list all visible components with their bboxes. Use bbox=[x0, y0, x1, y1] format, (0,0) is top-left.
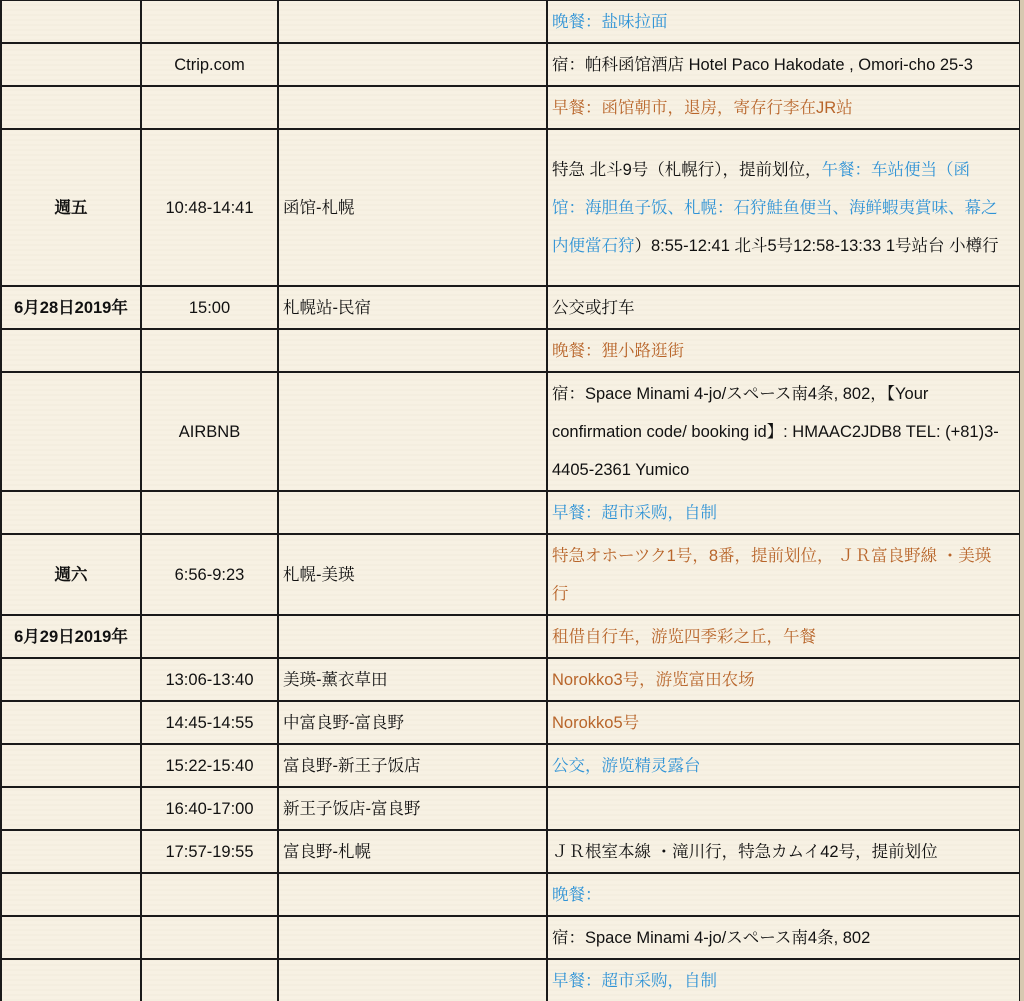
table-row bbox=[1, 744, 1020, 787]
route-cell bbox=[278, 959, 547, 1001]
table-row bbox=[1, 787, 1020, 830]
notes-cell bbox=[547, 491, 1020, 534]
route-cell bbox=[278, 329, 547, 372]
date-cell bbox=[1, 491, 141, 534]
route-cell: 札幌站-民宿 bbox=[278, 286, 547, 329]
time-cell: 17:57-19:55 bbox=[141, 830, 278, 873]
note-segment: 早餐：函馆朝市，退房，寄存行李在JR站 bbox=[552, 98, 853, 117]
table-row bbox=[1, 286, 1020, 329]
route-cell bbox=[278, 873, 547, 916]
table-row bbox=[1, 615, 1020, 658]
time-cell bbox=[141, 615, 278, 658]
date-cell: 6月29日2019年 bbox=[1, 615, 141, 658]
note-segment: Norokko3号，游览富田农场 bbox=[552, 670, 755, 689]
note-segment: 公交，游览精灵露台 bbox=[552, 756, 701, 775]
table-row bbox=[1, 372, 1020, 491]
note-segment: 租借自行车，游览四季彩之丘，午餐 bbox=[552, 627, 816, 646]
date-cell bbox=[1, 329, 141, 372]
time-cell bbox=[141, 916, 278, 959]
date-cell bbox=[1, 787, 141, 830]
route-cell bbox=[278, 86, 547, 129]
note-segment: 晚餐：狸小路逛街 bbox=[552, 341, 684, 360]
table-row bbox=[1, 0, 1020, 43]
time-cell bbox=[141, 491, 278, 534]
route-cell: 函馆-札幌 bbox=[278, 129, 547, 286]
notes-cell bbox=[547, 830, 1020, 873]
note-segment: 特急オホーツク1号，8番，提前划位， ＪＲ富良野線 ・美瑛行 bbox=[552, 546, 992, 603]
notes-cell bbox=[547, 959, 1020, 1001]
route-cell bbox=[278, 372, 547, 491]
route-cell: 新王子饭店-富良野 bbox=[278, 787, 547, 830]
time-cell: AIRBNB bbox=[141, 372, 278, 491]
table-row bbox=[1, 873, 1020, 916]
time-cell bbox=[141, 329, 278, 372]
notes-cell bbox=[547, 86, 1020, 129]
table-row bbox=[1, 329, 1020, 372]
date-cell: 週六 bbox=[1, 534, 141, 615]
date-cell bbox=[1, 873, 141, 916]
table-row bbox=[1, 86, 1020, 129]
page-edge bbox=[1020, 0, 1024, 1001]
time-cell: 16:40-17:00 bbox=[141, 787, 278, 830]
date-cell bbox=[1, 744, 141, 787]
note-segment: 宿：Space Minami 4-jo/スペース南4条, 802 bbox=[552, 928, 871, 947]
time-cell bbox=[141, 873, 278, 916]
note-segment: 宿：帕科函馆酒店 Hotel Paco Hakodate , Omori-cho 25-3 bbox=[552, 55, 973, 74]
time-cell: 14:45-14:55 bbox=[141, 701, 278, 744]
note-segment: 早餐：超市采购，自制 bbox=[552, 503, 717, 522]
route-cell: 富良野-新王子饭店 bbox=[278, 744, 547, 787]
note-segment: 晚餐：盐味拉面 bbox=[552, 12, 668, 31]
notes-cell bbox=[547, 43, 1020, 86]
time-cell bbox=[141, 959, 278, 1001]
notes-cell bbox=[547, 129, 1020, 286]
notes-cell bbox=[547, 787, 1020, 830]
table-row bbox=[1, 830, 1020, 873]
route-cell: 札幌-美瑛 bbox=[278, 534, 547, 615]
table-row bbox=[1, 534, 1020, 615]
time-cell: 10:48-14:41 bbox=[141, 129, 278, 286]
date-cell bbox=[1, 372, 141, 491]
table-row bbox=[1, 491, 1020, 534]
notes-cell bbox=[547, 916, 1020, 959]
note-segment: 早餐：超市采购，自制 bbox=[552, 971, 717, 990]
date-cell bbox=[1, 916, 141, 959]
table-row bbox=[1, 916, 1020, 959]
table-row bbox=[1, 129, 1020, 286]
date-cell bbox=[1, 701, 141, 744]
route-cell: 美瑛-薰衣草田 bbox=[278, 658, 547, 701]
note-segment: 宿：Space Minami 4-jo/スペース南4条, 802，【Your confirmation code/ booking id】: HMAAC2JDB8 TEL: (+81)3-4405-2361 Yumico bbox=[552, 384, 999, 479]
date-cell bbox=[1, 830, 141, 873]
note-segment: ＪＲ根室本線 ・滝川行，特急カムイ42号，提前划位 bbox=[552, 842, 938, 861]
note-segment: 公交或打车 bbox=[552, 298, 635, 317]
time-cell: Ctrip.com bbox=[141, 43, 278, 86]
time-cell: 13:06-13:40 bbox=[141, 658, 278, 701]
time-cell: 6:56-9:23 bbox=[141, 534, 278, 615]
notes-cell bbox=[547, 701, 1020, 744]
date-cell: 週五 bbox=[1, 129, 141, 286]
notes-cell bbox=[547, 615, 1020, 658]
route-cell bbox=[278, 0, 547, 43]
table-row bbox=[1, 43, 1020, 86]
route-cell: 富良野-札幌 bbox=[278, 830, 547, 873]
route-cell bbox=[278, 916, 547, 959]
notes-cell bbox=[547, 372, 1020, 491]
date-cell: 6月28日2019年 bbox=[1, 286, 141, 329]
date-cell bbox=[1, 43, 141, 86]
notes-cell bbox=[547, 0, 1020, 43]
time-cell bbox=[141, 86, 278, 129]
notes-cell bbox=[547, 744, 1020, 787]
date-cell bbox=[1, 86, 141, 129]
table-row bbox=[1, 701, 1020, 744]
itinerary-table-body bbox=[1, 0, 1020, 1001]
note-segment: 午餐：车站便当（函馆：海胆鱼子饭、札幌：石狩鮭鱼便当、海鲜蝦夷賞味、幕之内便當石狩 bbox=[552, 160, 998, 255]
route-cell bbox=[278, 491, 547, 534]
notes-cell bbox=[547, 873, 1020, 916]
time-cell: 15:00 bbox=[141, 286, 278, 329]
table-row bbox=[1, 658, 1020, 701]
notes-cell bbox=[547, 286, 1020, 329]
notes-cell bbox=[547, 534, 1020, 615]
note-segment: 特急 北斗9号（札幌行），提前划位， bbox=[552, 160, 822, 179]
route-cell: 中富良野-富良野 bbox=[278, 701, 547, 744]
note-segment: Norokko5号 bbox=[552, 713, 640, 732]
route-cell bbox=[278, 43, 547, 86]
time-cell: 15:22-15:40 bbox=[141, 744, 278, 787]
table-row bbox=[1, 959, 1020, 1001]
note-segment: 晚餐： bbox=[552, 885, 602, 904]
notes-cell bbox=[547, 329, 1020, 372]
date-cell bbox=[1, 959, 141, 1001]
note-segment: ）8:55-12:41 北斗5号12:58-13:33 1号站台 小樽行 bbox=[634, 236, 999, 255]
route-cell bbox=[278, 615, 547, 658]
notes-cell bbox=[547, 658, 1020, 701]
time-cell bbox=[141, 0, 278, 43]
date-cell bbox=[1, 0, 141, 43]
date-cell bbox=[1, 658, 141, 701]
